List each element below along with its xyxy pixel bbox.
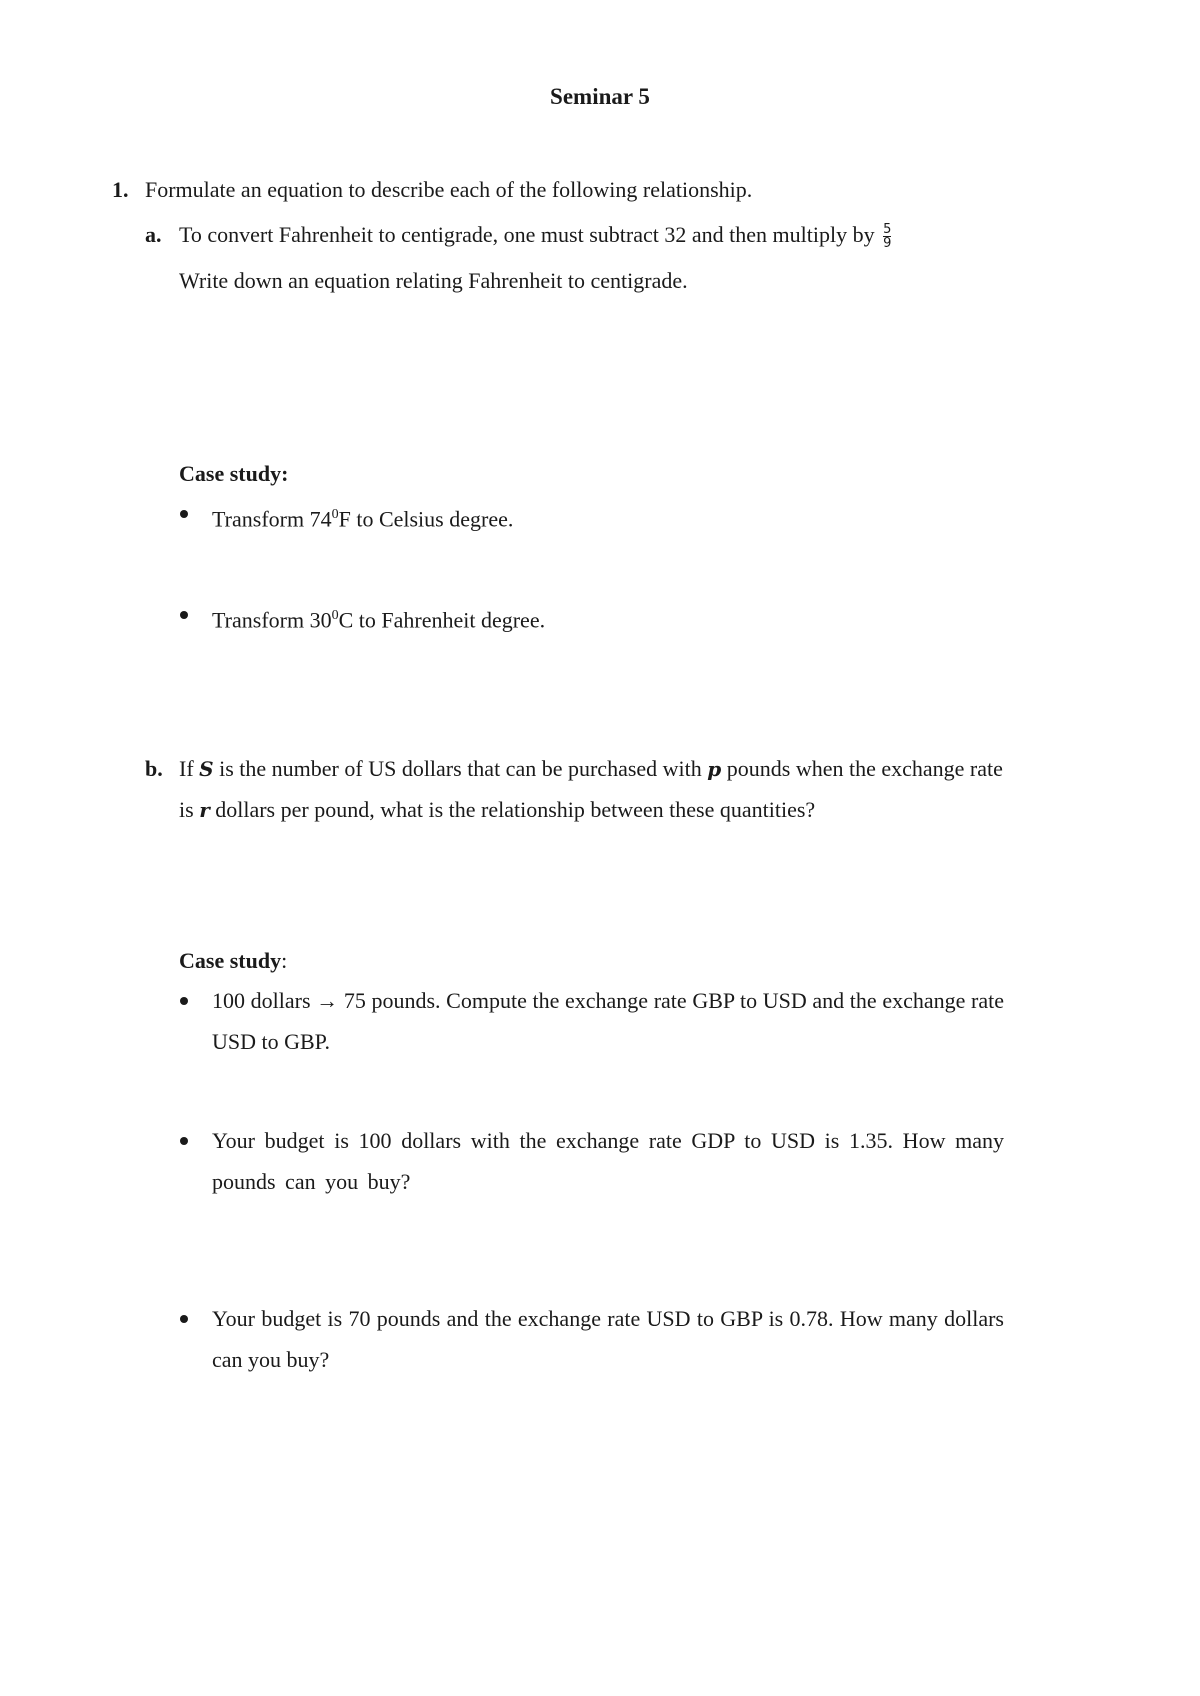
- part-a-marker: a.: [145, 222, 162, 247]
- question-1-text: Formulate an equation to describe each of the following relationship.: [145, 177, 753, 202]
- bullet-dot: [180, 510, 188, 518]
- question-1-number: 1.: [112, 177, 129, 202]
- part-a-line-1: [179, 214, 891, 255]
- variable-r: r: [199, 798, 210, 822]
- case-b-bullet-2: Your budget is 100 dollars with the exchange rate GDP to USD is 1.35. How many pounds can you buy?: [212, 1128, 1004, 1194]
- bullet-dot: [180, 997, 188, 1005]
- fraction-five-ninths: $\frac{5}{9}$: [883, 222, 892, 252]
- part-b-marker: b.: [145, 756, 163, 781]
- case-a-bullet-1: Transform $74^0F$ to Celsius degree.: [212, 506, 514, 532]
- bullet-dot: [180, 611, 188, 619]
- variable-s: S: [199, 757, 214, 781]
- bullet-dot: [180, 1137, 188, 1145]
- case-study-a-title: Case study:: [179, 461, 289, 486]
- bullet-dot: [180, 1315, 188, 1323]
- part-b-line-2: is r dollars per pound, what is the relationship between these quantities?: [179, 797, 816, 822]
- case-b-bullet-1: 100 dollars → 75 pounds. Compute the exchange rate GBP to USD and the exchange rate USD to GBP.: [212, 988, 1004, 1054]
- part-b-line-1: If S is the number of US dollars that can be purchased with p pounds when the exchange rate: [179, 756, 1003, 781]
- part-a-instruction: To convert Fahrenheit to centigrade, one must subtract 32 and then multiply by: [179, 222, 875, 247]
- case-study-b-title: Case study:: [179, 948, 288, 973]
- variable-p: p: [707, 757, 722, 781]
- case-a-bullet-2: Transform $30^0C$ to Fahrenheit degree.: [212, 607, 546, 633]
- part-a-line-2: Write down an equation relating Fahrenheit to centigrade.: [179, 268, 688, 293]
- case-b-bullet-3: Your budget is 70 pounds and the exchange rate USD to GBP is 0.78. How many dollars can you buy?: [212, 1306, 1004, 1372]
- page-title: Seminar 5: [550, 84, 650, 109]
